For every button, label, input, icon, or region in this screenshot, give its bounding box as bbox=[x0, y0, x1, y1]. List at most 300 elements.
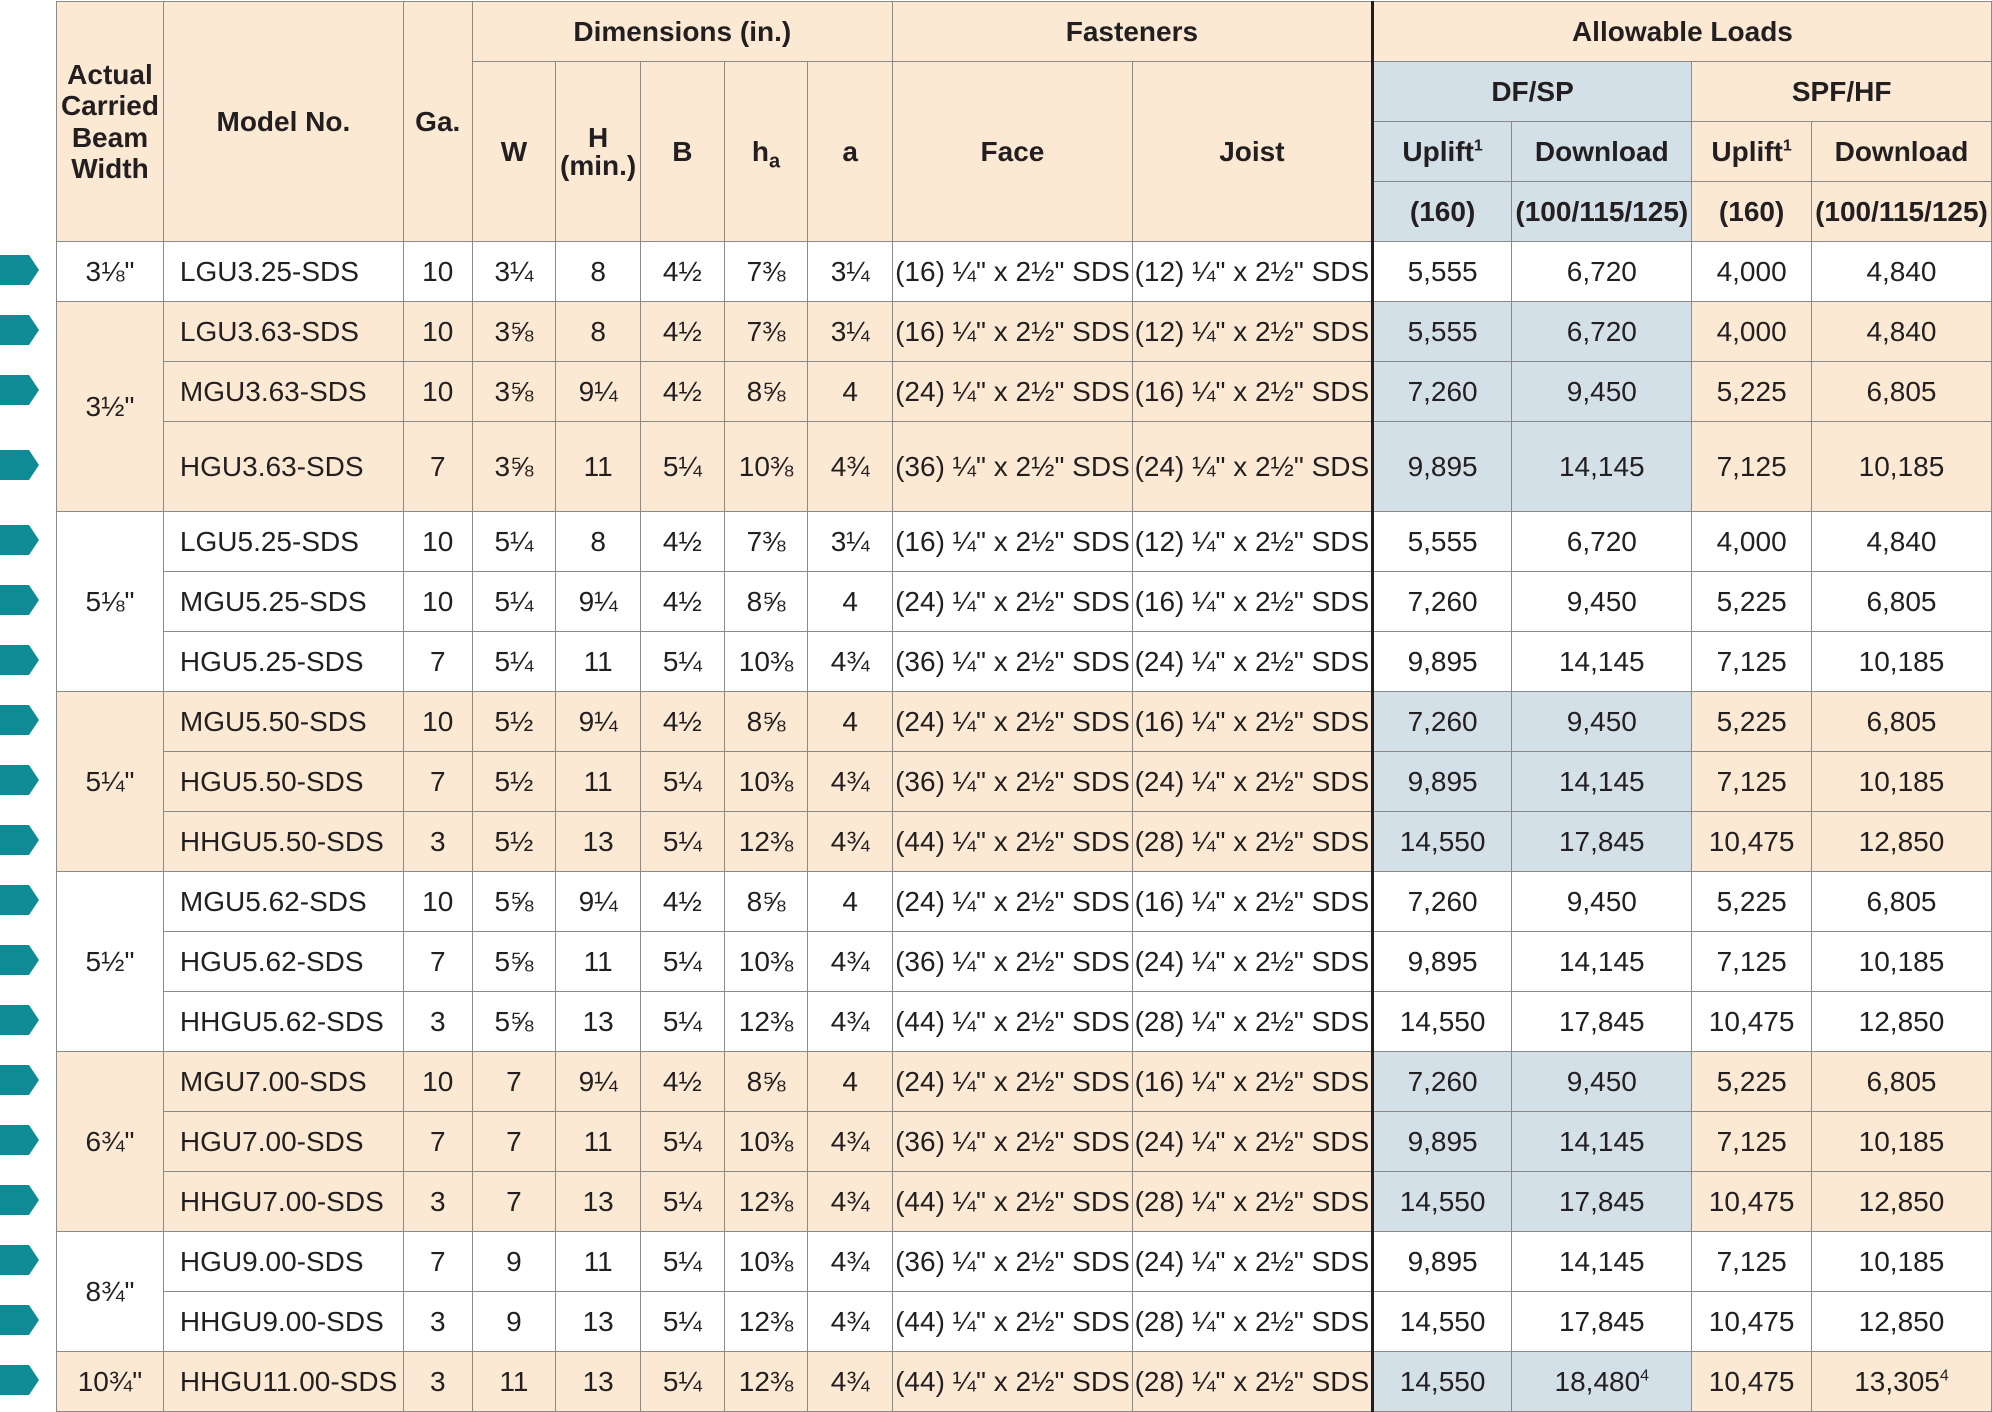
joist-fastener-cell: (28) ¼" x 2½" SDS bbox=[1132, 1292, 1372, 1352]
df-download-value: 6,720 bbox=[1566, 315, 1637, 347]
model-no-cell: MGU5.50-SDS bbox=[163, 692, 403, 752]
row-marker-tab-icon bbox=[0, 1305, 40, 1335]
b-cell: 4½ bbox=[641, 512, 725, 572]
header-df-uplift bbox=[1372, 122, 1511, 182]
df-download-cell bbox=[1512, 362, 1692, 422]
model-no-cell: MGU5.62-SDS bbox=[163, 872, 403, 932]
b-cell: 5¼ bbox=[641, 1292, 725, 1352]
df-download-value: 14,145 bbox=[1558, 645, 1645, 677]
face-fastener-cell: (24) ¼" x 2½" SDS bbox=[892, 692, 1132, 752]
joist-fastener-cell: (16) ¼" x 2½" SDS bbox=[1132, 362, 1372, 422]
model-no-cell: HGU9.00-SDS bbox=[163, 1232, 403, 1292]
spf-download-value: 10,185 bbox=[1858, 1125, 1945, 1157]
spf-uplift-cell: 5,225 bbox=[1692, 692, 1812, 752]
spf-uplift-cell: 5,225 bbox=[1692, 362, 1812, 422]
h-cell: 8 bbox=[556, 302, 641, 362]
table-row bbox=[57, 362, 1992, 422]
df-download-value: 9,450 bbox=[1566, 375, 1637, 407]
ha-cell: 10⅜ bbox=[724, 932, 808, 992]
spf-download-cell bbox=[1811, 1172, 1991, 1232]
ga-cell: 7 bbox=[403, 752, 472, 812]
b-cell: 4½ bbox=[641, 572, 725, 632]
table-row bbox=[57, 1052, 1992, 1112]
h-cell: 11 bbox=[556, 932, 641, 992]
b-cell: 4½ bbox=[641, 362, 725, 422]
spf-download-cell bbox=[1811, 1112, 1991, 1172]
spf-download-value: 10,185 bbox=[1858, 945, 1945, 977]
carried-width-cell: 5⅛" bbox=[57, 512, 164, 692]
a-cell: 4 bbox=[808, 572, 893, 632]
h-cell: 13 bbox=[556, 1352, 641, 1412]
spf-uplift-cell: 10,475 bbox=[1692, 1352, 1812, 1412]
row-marker-tab-icon bbox=[0, 825, 40, 855]
header-spf-uplift-note: 1 bbox=[1782, 137, 1792, 155]
header-dim-w: W bbox=[472, 62, 556, 242]
spf-download-value: 13,305 bbox=[1854, 1365, 1940, 1397]
header-df-uplift-factor: (160) bbox=[1372, 182, 1511, 242]
b-cell: 5¼ bbox=[641, 812, 725, 872]
spf-download-value: 10,185 bbox=[1858, 450, 1945, 482]
row-marker-tab-icon bbox=[0, 945, 40, 975]
joist-fastener-cell: (12) ¼" x 2½" SDS bbox=[1132, 302, 1372, 362]
face-fastener-cell: (24) ¼" x 2½" SDS bbox=[892, 872, 1132, 932]
ga-cell: 3 bbox=[403, 1172, 472, 1232]
header-spf-uplift-label: Uplift bbox=[1711, 135, 1783, 167]
spf-download-cell bbox=[1811, 752, 1991, 812]
spf-uplift-cell: 5,225 bbox=[1692, 1052, 1812, 1112]
header-df-uplift-label: Uplift bbox=[1402, 135, 1474, 167]
df-download-value: 17,845 bbox=[1558, 825, 1645, 857]
spf-download-note: 4 bbox=[1939, 1367, 1949, 1385]
face-fastener-cell: (44) ¼" x 2½" SDS bbox=[892, 1172, 1132, 1232]
w-cell: 3⅝ bbox=[472, 302, 556, 362]
row-marker-tab-icon bbox=[0, 1005, 40, 1035]
face-fastener-cell: (36) ¼" x 2½" SDS bbox=[892, 1112, 1132, 1172]
model-no-cell: LGU5.25-SDS bbox=[163, 512, 403, 572]
model-no-cell: LGU3.63-SDS bbox=[163, 302, 403, 362]
ga-cell: 3 bbox=[403, 1292, 472, 1352]
table-row bbox=[57, 512, 1992, 572]
df-uplift-cell: 14,550 bbox=[1372, 1172, 1511, 1232]
df-download-note: 4 bbox=[1640, 1367, 1650, 1385]
carried-width-cell: 3⅛" bbox=[57, 242, 164, 302]
ga-cell: 10 bbox=[403, 1052, 472, 1112]
spf-uplift-cell: 10,475 bbox=[1692, 992, 1812, 1052]
ha-cell: 10⅜ bbox=[724, 1112, 808, 1172]
ha-cell: 8⅝ bbox=[724, 692, 808, 752]
model-no-cell: MGU7.00-SDS bbox=[163, 1052, 403, 1112]
spf-download-value: 10,185 bbox=[1858, 645, 1945, 677]
table-row bbox=[57, 872, 1992, 932]
model-no-cell: HHGU5.62-SDS bbox=[163, 992, 403, 1052]
spf-uplift-cell: 4,000 bbox=[1692, 302, 1812, 362]
spf-uplift-cell: 7,125 bbox=[1692, 752, 1812, 812]
hanger-load-table bbox=[56, 1, 1992, 1412]
ga-cell: 7 bbox=[403, 632, 472, 692]
df-uplift-cell: 9,895 bbox=[1372, 422, 1511, 512]
spf-download-cell bbox=[1811, 692, 1991, 752]
model-no-cell: MGU5.25-SDS bbox=[163, 572, 403, 632]
df-download-cell bbox=[1512, 1232, 1692, 1292]
spf-download-value: 12,850 bbox=[1858, 825, 1945, 857]
df-download-cell bbox=[1512, 812, 1692, 872]
ha-cell: 8⅝ bbox=[724, 1052, 808, 1112]
model-no-cell: HHGU9.00-SDS bbox=[163, 1292, 403, 1352]
carried-width-cell: 5¼" bbox=[57, 692, 164, 872]
spf-download-value: 4,840 bbox=[1866, 255, 1937, 287]
b-cell: 5¼ bbox=[641, 1352, 725, 1412]
b-cell: 5¼ bbox=[641, 1172, 725, 1232]
df-download-cell bbox=[1512, 242, 1692, 302]
joist-fastener-cell: (24) ¼" x 2½" SDS bbox=[1132, 632, 1372, 692]
df-download-value: 14,145 bbox=[1558, 450, 1645, 482]
w-cell: 7 bbox=[472, 1172, 556, 1232]
w-cell: 5⅝ bbox=[472, 932, 556, 992]
joist-fastener-cell: (24) ¼" x 2½" SDS bbox=[1132, 1232, 1372, 1292]
row-marker-tab-icon bbox=[0, 1365, 40, 1395]
header-df-download-factor: (100/115/125) bbox=[1512, 182, 1692, 242]
spf-download-value: 6,805 bbox=[1866, 1065, 1937, 1097]
h-cell: 9¼ bbox=[556, 1052, 641, 1112]
table-row bbox=[57, 1112, 1992, 1172]
header-dim-ha-label: h bbox=[751, 135, 770, 167]
spf-download-value: 6,805 bbox=[1866, 375, 1937, 407]
w-cell: 5½ bbox=[472, 812, 556, 872]
ha-cell: 8⅝ bbox=[724, 572, 808, 632]
a-cell: 4 bbox=[808, 872, 893, 932]
w-cell: 5½ bbox=[472, 752, 556, 812]
a-cell: 4 bbox=[808, 1052, 893, 1112]
spf-uplift-cell: 7,125 bbox=[1692, 932, 1812, 992]
face-fastener-cell: (16) ¼" x 2½" SDS bbox=[892, 242, 1132, 302]
joist-fastener-cell: (16) ¼" x 2½" SDS bbox=[1132, 572, 1372, 632]
face-fastener-cell: (24) ¼" x 2½" SDS bbox=[892, 1052, 1132, 1112]
b-cell: 5¼ bbox=[641, 632, 725, 692]
spf-uplift-cell: 7,125 bbox=[1692, 1232, 1812, 1292]
df-download-value: 9,450 bbox=[1566, 705, 1637, 737]
df-uplift-cell: 5,555 bbox=[1372, 242, 1511, 302]
ga-cell: 10 bbox=[403, 692, 472, 752]
header-df-download: Download bbox=[1512, 122, 1692, 182]
joist-fastener-cell: (16) ¼" x 2½" SDS bbox=[1132, 1052, 1372, 1112]
a-cell: 4¾ bbox=[808, 1172, 893, 1232]
df-download-value: 14,145 bbox=[1558, 765, 1645, 797]
b-cell: 4½ bbox=[641, 872, 725, 932]
header-dim-h-note: (min.) bbox=[560, 149, 637, 181]
face-fastener-cell: (36) ¼" x 2½" SDS bbox=[892, 932, 1132, 992]
row-marker-tab-icon bbox=[0, 525, 40, 555]
df-download-cell bbox=[1512, 932, 1692, 992]
spf-uplift-cell: 4,000 bbox=[1692, 512, 1812, 572]
h-cell: 13 bbox=[556, 1292, 641, 1352]
spf-uplift-cell: 4,000 bbox=[1692, 242, 1812, 302]
w-cell: 5¼ bbox=[472, 512, 556, 572]
w-cell: 3¼ bbox=[472, 242, 556, 302]
header-spf-uplift bbox=[1692, 122, 1812, 182]
spf-download-cell bbox=[1811, 1052, 1991, 1112]
row-marker-tab-icon bbox=[0, 585, 40, 615]
spf-download-cell bbox=[1811, 932, 1991, 992]
spf-uplift-cell: 7,125 bbox=[1692, 632, 1812, 692]
spf-download-cell bbox=[1811, 302, 1991, 362]
header-df-uplift-note: 1 bbox=[1473, 137, 1483, 155]
ha-cell: 8⅝ bbox=[724, 362, 808, 422]
w-cell: 9 bbox=[472, 1232, 556, 1292]
h-cell: 9¼ bbox=[556, 692, 641, 752]
spf-download-value: 12,850 bbox=[1858, 1185, 1945, 1217]
model-no-cell: HHGU7.00-SDS bbox=[163, 1172, 403, 1232]
spf-download-cell bbox=[1811, 632, 1991, 692]
joist-fastener-cell: (12) ¼" x 2½" SDS bbox=[1132, 242, 1372, 302]
face-fastener-cell: (44) ¼" x 2½" SDS bbox=[892, 992, 1132, 1052]
b-cell: 5¼ bbox=[641, 752, 725, 812]
spf-uplift-cell: 7,125 bbox=[1692, 422, 1812, 512]
joist-fastener-cell: (24) ¼" x 2½" SDS bbox=[1132, 422, 1372, 512]
ha-cell: 7⅜ bbox=[724, 242, 808, 302]
ha-cell: 10⅜ bbox=[724, 752, 808, 812]
w-cell: 7 bbox=[472, 1112, 556, 1172]
joist-fastener-cell: (24) ¼" x 2½" SDS bbox=[1132, 1112, 1372, 1172]
df-uplift-cell: 14,550 bbox=[1372, 992, 1511, 1052]
row-marker-tab-icon bbox=[0, 645, 40, 675]
b-cell: 4½ bbox=[641, 1052, 725, 1112]
joist-fastener-cell: (28) ¼" x 2½" SDS bbox=[1132, 812, 1372, 872]
df-download-value: 6,720 bbox=[1566, 255, 1637, 287]
spf-uplift-cell: 10,475 bbox=[1692, 1292, 1812, 1352]
face-fastener-cell: (16) ¼" x 2½" SDS bbox=[892, 512, 1132, 572]
row-marker-tab-icon bbox=[0, 1185, 40, 1215]
w-cell: 3⅝ bbox=[472, 362, 556, 422]
header-dim-a: a bbox=[808, 62, 893, 242]
header-joist: Joist bbox=[1132, 62, 1372, 242]
joist-fastener-cell: (12) ¼" x 2½" SDS bbox=[1132, 512, 1372, 572]
df-download-cell bbox=[1512, 1172, 1692, 1232]
header-dim-h bbox=[556, 62, 641, 242]
w-cell: 5¼ bbox=[472, 632, 556, 692]
header-fasteners: Fasteners bbox=[892, 2, 1372, 62]
joist-fastener-cell: (16) ¼" x 2½" SDS bbox=[1132, 872, 1372, 932]
row-marker-tab-icon bbox=[0, 450, 40, 480]
ga-cell: 7 bbox=[403, 422, 472, 512]
h-cell: 11 bbox=[556, 1232, 641, 1292]
h-cell: 9¼ bbox=[556, 872, 641, 932]
spf-download-value: 10,185 bbox=[1858, 1245, 1945, 1277]
df-uplift-cell: 7,260 bbox=[1372, 1052, 1511, 1112]
df-download-cell bbox=[1512, 632, 1692, 692]
h-cell: 13 bbox=[556, 992, 641, 1052]
df-uplift-cell: 5,555 bbox=[1372, 302, 1511, 362]
df-download-value: 18,480 bbox=[1554, 1365, 1641, 1397]
spf-download-value: 4,840 bbox=[1866, 315, 1937, 347]
spf-download-cell bbox=[1811, 242, 1991, 302]
face-fastener-cell: (24) ¼" x 2½" SDS bbox=[892, 362, 1132, 422]
spf-download-cell bbox=[1811, 992, 1991, 1052]
w-cell: 5⅝ bbox=[472, 992, 556, 1052]
df-download-value: 17,845 bbox=[1558, 1185, 1645, 1217]
a-cell: 4¾ bbox=[808, 992, 893, 1052]
spf-download-cell bbox=[1811, 872, 1991, 932]
face-fastener-cell: (44) ¼" x 2½" SDS bbox=[892, 1292, 1132, 1352]
w-cell: 5¼ bbox=[472, 572, 556, 632]
model-no-cell: HHGU5.50-SDS bbox=[163, 812, 403, 872]
ga-cell: 7 bbox=[403, 1232, 472, 1292]
header-model-no: Model No. bbox=[163, 2, 403, 242]
h-cell: 11 bbox=[556, 1112, 641, 1172]
spf-download-cell bbox=[1811, 512, 1991, 572]
table-row bbox=[57, 1352, 1992, 1412]
w-cell: 11 bbox=[472, 1352, 556, 1412]
spf-download-cell bbox=[1811, 422, 1991, 512]
spf-download-value: 6,805 bbox=[1866, 885, 1937, 917]
ha-cell: 12⅜ bbox=[724, 992, 808, 1052]
table-row bbox=[57, 302, 1992, 362]
row-marker-tab-icon bbox=[0, 255, 40, 285]
df-download-cell bbox=[1512, 752, 1692, 812]
a-cell: 4¾ bbox=[808, 632, 893, 692]
h-cell: 8 bbox=[556, 512, 641, 572]
table-row bbox=[57, 572, 1992, 632]
h-cell: 11 bbox=[556, 752, 641, 812]
face-fastener-cell: (44) ¼" x 2½" SDS bbox=[892, 1352, 1132, 1412]
face-fastener-cell: (36) ¼" x 2½" SDS bbox=[892, 422, 1132, 512]
df-download-cell bbox=[1512, 422, 1692, 512]
df-download-cell bbox=[1512, 1112, 1692, 1172]
model-no-cell: MGU3.63-SDS bbox=[163, 362, 403, 422]
header-carried-width: Actual Carried Beam Width bbox=[57, 2, 164, 242]
b-cell: 5¼ bbox=[641, 1232, 725, 1292]
joist-fastener-cell: (16) ¼" x 2½" SDS bbox=[1132, 692, 1372, 752]
df-uplift-cell: 14,550 bbox=[1372, 1352, 1511, 1412]
header-dim-ha bbox=[724, 62, 808, 242]
ha-cell: 10⅜ bbox=[724, 632, 808, 692]
df-uplift-cell: 7,260 bbox=[1372, 692, 1511, 752]
w-cell: 9 bbox=[472, 1292, 556, 1352]
model-no-cell: HGU3.63-SDS bbox=[163, 422, 403, 512]
ha-cell: 12⅜ bbox=[724, 1352, 808, 1412]
df-uplift-cell: 14,550 bbox=[1372, 812, 1511, 872]
ha-cell: 10⅜ bbox=[724, 1232, 808, 1292]
ha-cell: 7⅜ bbox=[724, 512, 808, 572]
spf-download-cell bbox=[1811, 1352, 1991, 1412]
model-no-cell: HGU5.25-SDS bbox=[163, 632, 403, 692]
df-download-value: 9,450 bbox=[1566, 885, 1637, 917]
header-face: Face bbox=[892, 62, 1132, 242]
model-no-cell: LGU3.25-SDS bbox=[163, 242, 403, 302]
ga-cell: 10 bbox=[403, 242, 472, 302]
header-dim-ha-sub: a bbox=[769, 150, 781, 173]
df-download-cell bbox=[1512, 572, 1692, 632]
df-uplift-cell: 14,550 bbox=[1372, 1292, 1511, 1352]
b-cell: 4½ bbox=[641, 302, 725, 362]
table-row bbox=[57, 1172, 1992, 1232]
header-spf-hf: SPF/HF bbox=[1692, 62, 1992, 122]
a-cell: 4¾ bbox=[808, 932, 893, 992]
model-no-cell: HGU5.50-SDS bbox=[163, 752, 403, 812]
table-row bbox=[57, 1292, 1992, 1352]
h-cell: 11 bbox=[556, 632, 641, 692]
header-spf-uplift-factor: (160) bbox=[1692, 182, 1812, 242]
spf-download-value: 12,850 bbox=[1858, 1005, 1945, 1037]
face-fastener-cell: (36) ¼" x 2½" SDS bbox=[892, 1232, 1132, 1292]
carried-width-cell: 8¾" bbox=[57, 1232, 164, 1352]
h-cell: 11 bbox=[556, 422, 641, 512]
ga-cell: 10 bbox=[403, 572, 472, 632]
ha-cell: 10⅜ bbox=[724, 422, 808, 512]
a-cell: 4¾ bbox=[808, 812, 893, 872]
table-row bbox=[57, 242, 1992, 302]
df-uplift-cell: 7,260 bbox=[1372, 872, 1511, 932]
spf-uplift-cell: 10,475 bbox=[1692, 1172, 1812, 1232]
a-cell: 4 bbox=[808, 692, 893, 752]
a-cell: 4¾ bbox=[808, 1232, 893, 1292]
face-fastener-cell: (16) ¼" x 2½" SDS bbox=[892, 302, 1132, 362]
b-cell: 5¼ bbox=[641, 992, 725, 1052]
w-cell: 5½ bbox=[472, 692, 556, 752]
a-cell: 4¾ bbox=[808, 1112, 893, 1172]
df-uplift-cell: 9,895 bbox=[1372, 632, 1511, 692]
df-download-cell bbox=[1512, 1352, 1692, 1412]
df-uplift-cell: 9,895 bbox=[1372, 1112, 1511, 1172]
row-marker-tab-icon bbox=[0, 315, 40, 345]
carried-width-cell: 3½" bbox=[57, 302, 164, 512]
df-download-value: 9,450 bbox=[1566, 585, 1637, 617]
b-cell: 5¼ bbox=[641, 422, 725, 512]
df-download-value: 17,845 bbox=[1558, 1305, 1645, 1337]
spf-download-value: 4,840 bbox=[1866, 525, 1937, 557]
joist-fastener-cell: (24) ¼" x 2½" SDS bbox=[1132, 932, 1372, 992]
spf-uplift-cell: 5,225 bbox=[1692, 872, 1812, 932]
table-row bbox=[57, 992, 1992, 1052]
h-cell: 9¼ bbox=[556, 572, 641, 632]
header-spf-download: Download bbox=[1811, 122, 1991, 182]
joist-fastener-cell: (24) ¼" x 2½" SDS bbox=[1132, 752, 1372, 812]
spf-download-value: 12,850 bbox=[1858, 1305, 1945, 1337]
df-download-value: 6,720 bbox=[1566, 525, 1637, 557]
spf-download-cell bbox=[1811, 572, 1991, 632]
df-uplift-cell: 9,895 bbox=[1372, 932, 1511, 992]
h-cell: 9¼ bbox=[556, 362, 641, 422]
a-cell: 3¼ bbox=[808, 242, 893, 302]
df-download-value: 14,145 bbox=[1558, 1245, 1645, 1277]
df-uplift-cell: 9,895 bbox=[1372, 752, 1511, 812]
header-dimensions: Dimensions (in.) bbox=[472, 2, 892, 62]
carried-width-cell: 10¾" bbox=[57, 1352, 164, 1412]
ha-cell: 12⅜ bbox=[724, 1292, 808, 1352]
ga-cell: 7 bbox=[403, 1112, 472, 1172]
df-download-value: 14,145 bbox=[1558, 1125, 1645, 1157]
spf-uplift-cell: 10,475 bbox=[1692, 812, 1812, 872]
ga-cell: 10 bbox=[403, 302, 472, 362]
a-cell: 4¾ bbox=[808, 1352, 893, 1412]
row-marker-tab-icon bbox=[0, 885, 40, 915]
table-row bbox=[57, 932, 1992, 992]
row-marker-tab-icon bbox=[0, 765, 40, 795]
spf-download-value: 10,185 bbox=[1858, 765, 1945, 797]
b-cell: 4½ bbox=[641, 242, 725, 302]
spf-download-value: 6,805 bbox=[1866, 705, 1937, 737]
table-row bbox=[57, 812, 1992, 872]
model-no-cell: HGU5.62-SDS bbox=[163, 932, 403, 992]
ha-cell: 12⅜ bbox=[724, 1172, 808, 1232]
df-download-cell bbox=[1512, 692, 1692, 752]
spf-download-cell bbox=[1811, 362, 1991, 422]
carried-width-cell: 6¾" bbox=[57, 1052, 164, 1232]
table-body bbox=[57, 242, 1992, 1412]
ga-cell: 3 bbox=[403, 992, 472, 1052]
ga-cell: 3 bbox=[403, 812, 472, 872]
header-ga: Ga. bbox=[403, 2, 472, 242]
ga-cell: 10 bbox=[403, 512, 472, 572]
